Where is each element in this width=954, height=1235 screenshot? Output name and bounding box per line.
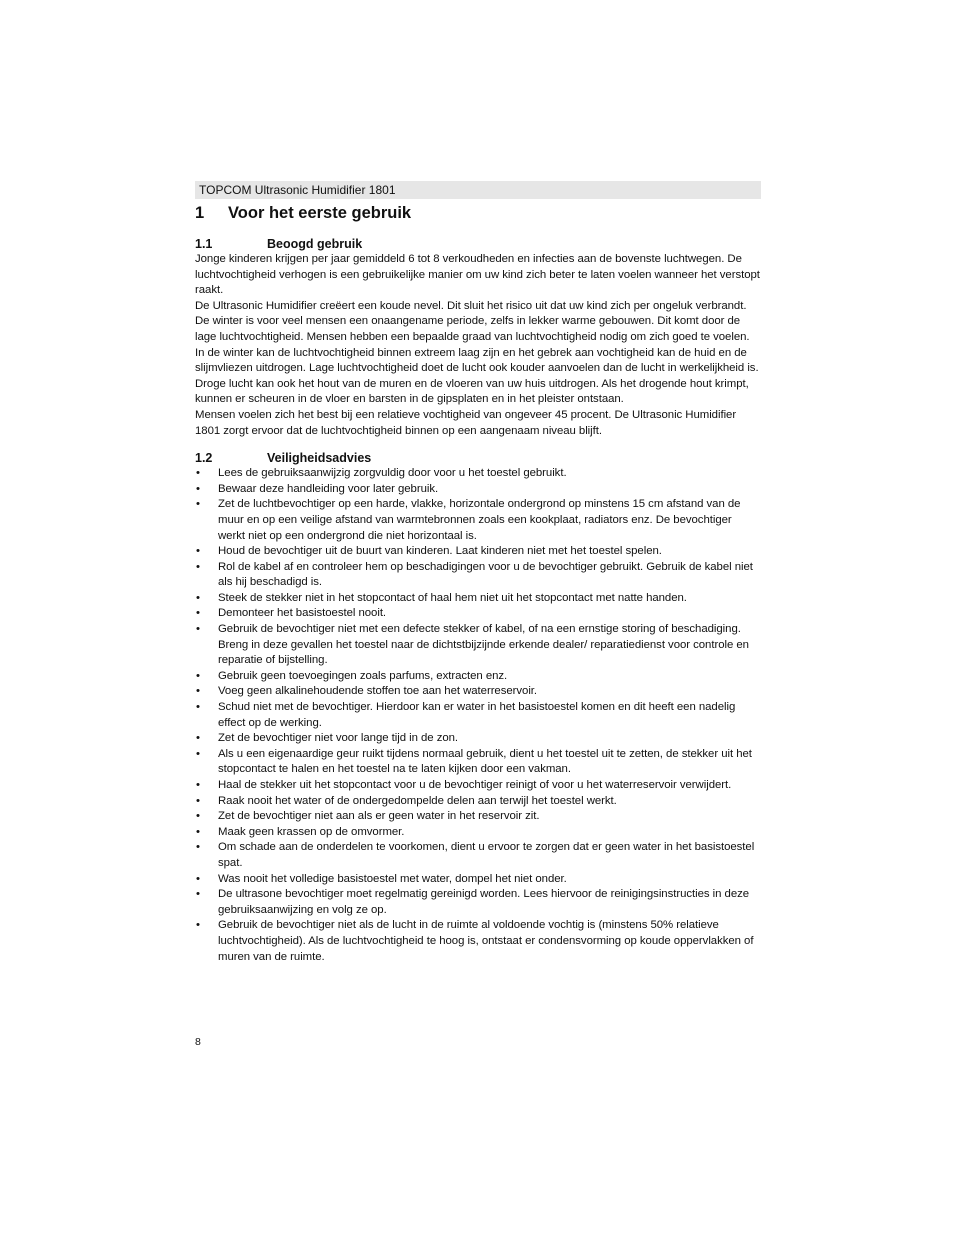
list-item: • Gebruik de bevochtiger niet met een defecte stekker of kabel, of na een ernstige storing of beschadiging. Breng in deze gevallen het toestel naar de dichtstbijzijnde erkende dealer/ reparatiedienst voor controle en reparatie of bijstelling. (195, 622, 761, 669)
list-item: • Als u een eigenaardige geur ruikt tijdens normaal gebruik, dient u het toestel uit te zetten, de stekker uit het stopcontact te halen en het toestel na te laten kijken door een vakman. (195, 747, 761, 778)
section-number: 1 (195, 204, 205, 222)
list-item: • Voeg geen alkalinehoudende stoffen toe aan het waterreservoir. (195, 684, 761, 700)
list-item: • Steek de stekker niet in het stopcontact of haal hem niet uit het stopcontact met natte handen. (195, 591, 761, 607)
list-item: • Schud niet met de bevochtiger. Hierdoor kan er water in het basistoestel komen en dit heeft een nadelig effect op de werking. (195, 700, 761, 731)
intended-use-text (195, 252, 761, 439)
subsection-number: 1.2 (195, 451, 213, 466)
list-item: • Demonteer het basistoestel nooit. (195, 606, 761, 622)
page-number: 8 (195, 1036, 201, 1048)
subsection-title: Beoogd gebruik (267, 237, 363, 251)
list-item: • Maak geen krassen op de omvormer. (195, 825, 761, 841)
list-item: • Raak nooit het water of de ondergedompelde delen aan terwijl het toestel werkt. (195, 794, 761, 810)
list-item: • Gebruik geen toevoegingen zoals parfums, extracten enz. (195, 669, 761, 685)
list-item: • Was nooit het volledige basistoestel met water, dompel het niet onder. (195, 872, 761, 888)
subsection-title: Veiligheidsadvies (267, 451, 372, 466)
subsection-number: 1.1 (195, 237, 213, 251)
paragraph: Jonge kinderen krijgen per jaar gemiddeld 6 tot 8 verkoudheden en infecties aan de bovenste luchtwegen. De luchtvochtigheid verhogen is een gebruikelijke manier om uw kind zich beter te laten voelen wanneer het verstopt raakt. (195, 253, 760, 297)
document-page (195, 181, 761, 965)
list-item: • Zet de bevochtiger niet voor lange tijd in de zon. (195, 731, 761, 747)
list-item: • Lees de gebruiksaanwijzig zorgvuldig door voor u het toestel gebruikt. (195, 466, 761, 482)
list-item: • De ultrasone bevochtiger moet regelmatig gereinigd worden. Lees hiervoor de reinigingsinstructies in deze gebruiksaanwijzing en volg ze op. (195, 887, 761, 918)
paragraph: De Ultrasonic Humidifier creëert een koude nevel. Dit sluit het risico uit dat uw kind zich per ongeluk verbrandt. (195, 299, 747, 312)
running-header: TOPCOM Ultrasonic Humidifier 1801 (195, 181, 761, 199)
subsection-heading-1-2 (195, 450, 761, 466)
list-item: • Om schade aan de onderdelen te voorkomen, dient u ervoor te zorgen dat er geen water in het basistoestel spat. (195, 840, 761, 871)
section-title: Voor het eerste gebruik (228, 204, 412, 222)
safety-list (195, 466, 761, 965)
list-item: • Zet de bevochtiger niet aan als er geen water in het reservoir zit. (195, 809, 761, 825)
subsection-heading-1-1 (195, 236, 761, 252)
list-item: • Zet de luchtbevochtiger op een harde, vlakke, horizontale ondergrond op minstens 15 cm afstand van de muur en op een veilige afstand van warmtebronnen zoals een kookplaat, radiators enz. De bevochtiger werkt niet op een ondergrond die niet horizontaal is. (195, 497, 761, 544)
section-heading-1 (195, 203, 761, 223)
list-item: • Haal de stekker uit het stopcontact voor u de bevochtiger reinigt of voor u het waterreservoir verwijdert. (195, 778, 761, 794)
list-item: • Rol de kabel af en controleer hem op beschadigingen voor u de bevochtiger gebruikt. Gebruik de kabel niet als hij beschadigd is. (195, 560, 761, 591)
list-item: • Houd de bevochtiger uit de buurt van kinderen. Laat kinderen niet met het toestel spelen. (195, 544, 761, 560)
paragraph: De winter is voor veel mensen een onaangename periode, zelfs in lekker warme gebouwen. Dit komt door de lage luchtvochtigheid. Mensen hebben een bepaalde graad van luchtvochtigheid nodig om zich goed te voelen. In de winter kan de luchtvochtigheid binnen extreem laag zijn en het gebrek aan vochtigheid kan de huid en de slijmvliezen uitdrogen. Lage luchtvochtigheid doet de lucht ook kouder aanvoelen dan de lucht in werkelijkheid is. Droge lucht kan ook het hout van de muren en de vloeren van uw huis uitdrogen. Als het drogende hout krimpt, kunnen er scheuren in de vloer en barsten in de gipsplaten en in het pleister ontstaan. (195, 315, 759, 406)
list-item: • Gebruik de bevochtiger niet als de lucht in de ruimte al voldoende vochtig is (minstens 50% relatieve luchtvochtigheid). Als de luchtvochtigheid te hoog is, ontstaat er condensvorming op koude oppervlakken of muren van de ruimte. (195, 918, 761, 965)
paragraph: Mensen voelen zich het best bij een relatieve vochtigheid van ongeveer 45 procent. De Ultrasonic Humidifier 1801 zorgt ervoor dat de luchtvochtigheid binnen op een aangenaam niveau blijft. (195, 408, 737, 437)
list-item: • Bewaar deze handleiding voor later gebruik. (195, 482, 761, 498)
